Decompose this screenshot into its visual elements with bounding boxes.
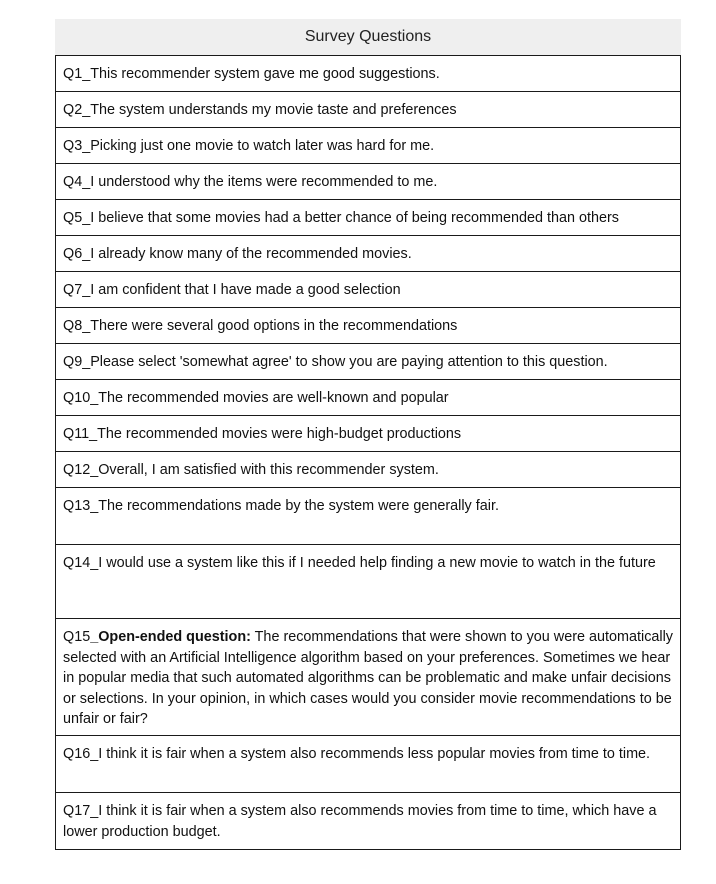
question-id: Q6_ bbox=[63, 246, 91, 262]
question-row-q11 bbox=[56, 416, 681, 452]
question-row-q5 bbox=[56, 200, 681, 236]
question-row-q14 bbox=[56, 545, 681, 619]
question-text: Overall, I am satisfied with this recommender system. bbox=[98, 462, 439, 478]
question-text: I believe that some movies had a better chance of being recommended than others bbox=[90, 210, 619, 226]
table-header bbox=[55, 19, 681, 55]
question-cell bbox=[56, 236, 681, 272]
question-text: I understood why the items were recommended to me. bbox=[90, 174, 438, 190]
question-row-q16 bbox=[56, 736, 681, 793]
question-text: I would use a system like this if I needed help finding a new movie to watch in the future bbox=[98, 555, 656, 571]
table-title: Survey Questions bbox=[304, 28, 432, 45]
question-cell bbox=[56, 308, 681, 344]
question-cell bbox=[56, 488, 681, 545]
question-id: Q15 bbox=[63, 629, 91, 645]
question-row-q1 bbox=[56, 56, 681, 92]
question-id: Q4_ bbox=[63, 174, 91, 190]
question-id: Q16_ bbox=[63, 746, 99, 762]
question-text: I think it is fair when a system also recommends less popular movies from time to time. bbox=[98, 746, 651, 762]
survey-questions-table bbox=[55, 19, 681, 850]
question-row-q17 bbox=[56, 793, 681, 850]
question-id: Q1_ bbox=[63, 66, 91, 82]
question-row-q4 bbox=[56, 164, 681, 200]
question-id: Q2_ bbox=[63, 102, 91, 118]
question-cell bbox=[56, 736, 681, 793]
question-cell bbox=[56, 416, 681, 452]
question-id: Q5_ bbox=[63, 210, 91, 226]
questions-table bbox=[55, 55, 681, 850]
question-text: The recommendations made by the system were generally fair. bbox=[98, 498, 499, 514]
question-id: Q9_ bbox=[63, 354, 91, 370]
question-id: Q3_ bbox=[63, 138, 91, 154]
question-row-q13 bbox=[56, 488, 681, 545]
question-text: This recommender system gave me good suggestions. bbox=[90, 66, 440, 82]
question-row-q12 bbox=[56, 452, 681, 488]
question-id: Q7_ bbox=[63, 282, 91, 298]
question-id: Q14_ bbox=[63, 555, 99, 571]
question-id: Q10_ bbox=[63, 390, 99, 406]
question-text: I already know many of the recommended movies. bbox=[90, 246, 412, 262]
question-text: There were several good options in the recommendations bbox=[90, 318, 458, 334]
question-text: I think it is fair when a system also recommends movies from time to time, which have a lower production budget. bbox=[63, 803, 657, 840]
question-text: Please select 'somewhat agree' to show you are paying attention to this question. bbox=[90, 354, 608, 370]
question-id: Q11_ bbox=[63, 426, 98, 442]
question-cell bbox=[56, 200, 681, 236]
question-row-q6 bbox=[56, 236, 681, 272]
question-text: The recommended movies were high-budget productions bbox=[97, 426, 462, 442]
question-cell bbox=[56, 344, 681, 380]
question-cell bbox=[56, 272, 681, 308]
question-cell bbox=[56, 545, 681, 619]
question-text: Picking just one movie to watch later was hard for me. bbox=[90, 138, 435, 154]
question-id: Q17_ bbox=[63, 803, 99, 819]
question-cell bbox=[56, 793, 681, 850]
question-cell bbox=[56, 380, 681, 416]
question-row-q3 bbox=[56, 128, 681, 164]
question-row-q10 bbox=[56, 380, 681, 416]
question-row-q9 bbox=[56, 344, 681, 380]
question-text: The recommendations that were shown to you were automatically selected with an Artificial Intelligence algorithm based on your preferences. Sometimes we hear in popular media that such automated algorithms can be problematic and make unfair decisions or selections. In your opinion, in which cases would you consider movie recommendations to be unfair or fair? bbox=[63, 629, 673, 727]
question-cell bbox=[56, 92, 681, 128]
question-id: Q13_ bbox=[63, 498, 99, 514]
question-cell bbox=[56, 128, 681, 164]
question-cell bbox=[56, 452, 681, 488]
question-cell bbox=[56, 619, 681, 736]
question-cell bbox=[56, 56, 681, 92]
question-cell bbox=[56, 164, 681, 200]
question-row-q2 bbox=[56, 92, 681, 128]
open-ended-label: _Open-ended question: bbox=[90, 629, 251, 645]
question-text: The system understands my movie taste and preferences bbox=[90, 102, 457, 118]
question-row-q7 bbox=[56, 272, 681, 308]
question-text: I am confident that I have made a good selection bbox=[90, 282, 401, 298]
question-row-q15 bbox=[56, 619, 681, 736]
question-text: The recommended movies are well-known and popular bbox=[98, 390, 449, 406]
question-id: Q8_ bbox=[63, 318, 91, 334]
question-id: Q12_ bbox=[63, 462, 99, 478]
question-row-q8 bbox=[56, 308, 681, 344]
